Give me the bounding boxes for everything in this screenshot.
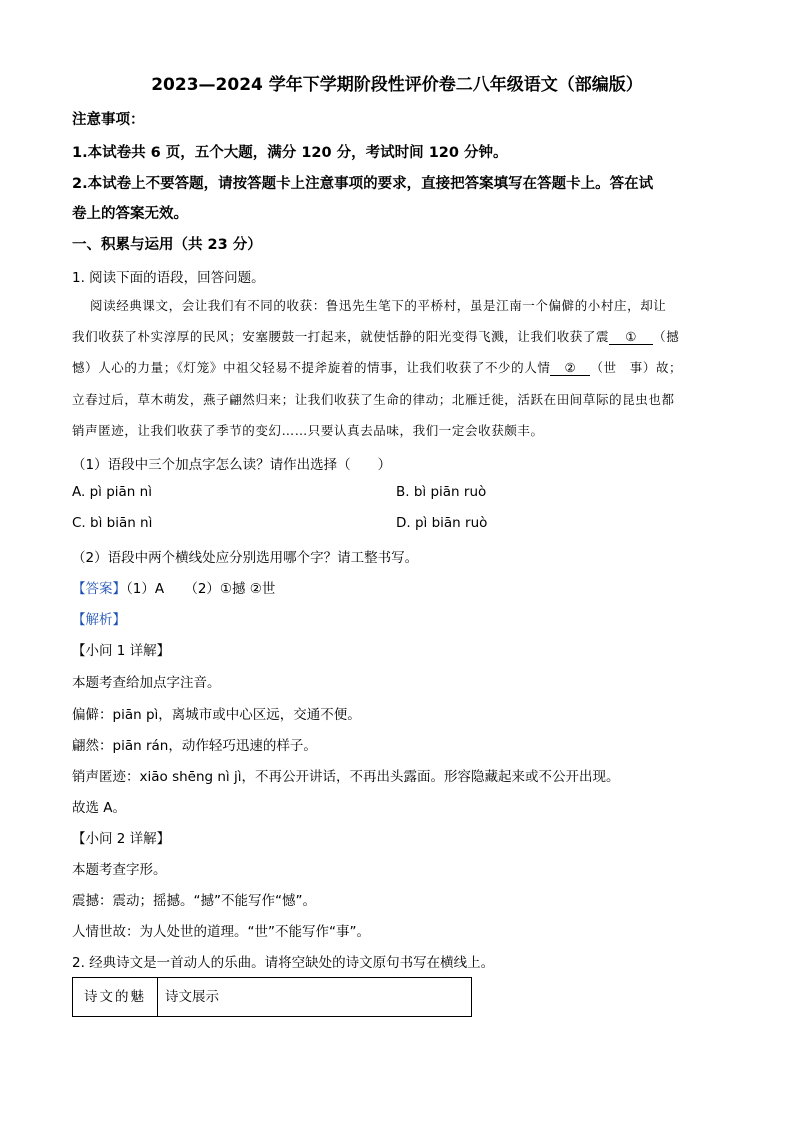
option-b: B. bì piān ruò <box>396 484 487 500</box>
sub-question-1: （1）语段中三个加点字怎么读？请作出选择（ ） <box>72 457 392 473</box>
blank-1: ① <box>609 329 653 345</box>
question-1-stem: 1. 阅读下面的语段，回答问题。 <box>72 270 265 286</box>
detail-2-line-2: 震撼：震动；摇撼。“撼”不能写作“憾”。 <box>72 893 316 909</box>
answer-text: （1）A （2）①撼 ②世 <box>126 581 276 597</box>
detail-2-heading: 【小问 2 详解】 <box>72 831 171 847</box>
detail-1-heading: 【小问 1 详解】 <box>72 643 171 659</box>
notice-heading: 注意事项： <box>72 112 145 128</box>
detail-2-line-3: 人情世故：为人处世的道理。“世”不能写作“事”。 <box>72 924 370 940</box>
section-1-heading: 一、积累与运用（共 23 分） <box>72 237 262 253</box>
passage-line-2-text: 我们收获了朴实淳厚的民风；安塞腰鼓一打起来，就使恬静的阳光变得飞溅，让我们收获了震 <box>72 329 610 344</box>
passage-line-3-suffix: （世 事）故； <box>590 360 683 375</box>
passage-line-5: 销声匿迹，让我们收获了季节的变幻……只要认真去品味，我们一定会收获颇丰。 <box>72 423 544 438</box>
table-header-display: 诗文展示 <box>165 989 219 1005</box>
passage-line-2 <box>72 327 679 345</box>
passage-line-2-suffix: （撼 <box>653 329 680 344</box>
question-2-stem: 2. 经典诗文是一首动人的乐曲。请将空缺处的诗文原句书写在横线上。 <box>72 955 495 971</box>
sub-question-2: （2）语段中两个横线处应分别选用哪个字？请工整书写。 <box>72 550 419 566</box>
passage-line-4: 立春过后，草木萌发，燕子翩然归来；让我们收获了生命的律动；北雁迁徙，活跃在田间草际的昆虫也都 <box>72 392 675 407</box>
option-d: D. pì biān ruò <box>396 515 488 531</box>
notice-item-2-line-2: 卷上的答案无效。 <box>72 206 188 222</box>
answer-label: 【答案】 <box>72 581 126 597</box>
detail-1-line-1: 本题考查给加点字注音。 <box>72 675 221 691</box>
answer-line <box>72 577 275 597</box>
analysis-label: 【解析】 <box>72 612 126 628</box>
passage-line-1: 阅读经典课文，会让我们有不同的收获：鲁迅先生笔下的平桥村，虽是江南一个偏僻的小村庄，却让 <box>90 298 667 313</box>
option-c: C. bì biān nì <box>72 515 153 531</box>
detail-1-line-2: 偏僻：piān pì，离城市或中心区远，交通不便。 <box>72 707 361 723</box>
notice-item-2-line-1: 2.本试卷上不要答题，请按答题卡上注意事项的要求，直接把答案填写在答题卡上。答在试 <box>72 176 654 192</box>
detail-1-line-5: 故选 A。 <box>72 800 127 816</box>
detail-1-line-4: 销声匿迹：xiāo shēng nì jì，不再公开讲话，不再出头露面。形容隐藏起来或不公开出现。 <box>72 769 620 785</box>
poetry-table <box>72 977 472 1017</box>
option-a: A. pì piān nì <box>72 484 152 500</box>
passage-line-3 <box>72 358 682 376</box>
notice-item-1: 1.本试卷共 6 页，五个大题，满分 120 分，考试时间 120 分钟。 <box>72 145 508 161</box>
detail-2-line-1: 本题考查字形。 <box>72 862 167 878</box>
detail-1-line-3: 翩然：piān rán，动作轻巧迅速的样子。 <box>72 738 317 754</box>
blank-2: ② <box>550 360 590 376</box>
page-title: 2023—2024 学年下学期阶段性评价卷二八年级语文（部编版） <box>151 75 643 95</box>
passage-line-3-text: 憾）人心的力量；《灯笼》中祖父轻易不提斧旋着的情事，让我们收获了不少的人情 <box>72 360 551 375</box>
table-header-charm: 诗文的魅 <box>73 978 158 1016</box>
